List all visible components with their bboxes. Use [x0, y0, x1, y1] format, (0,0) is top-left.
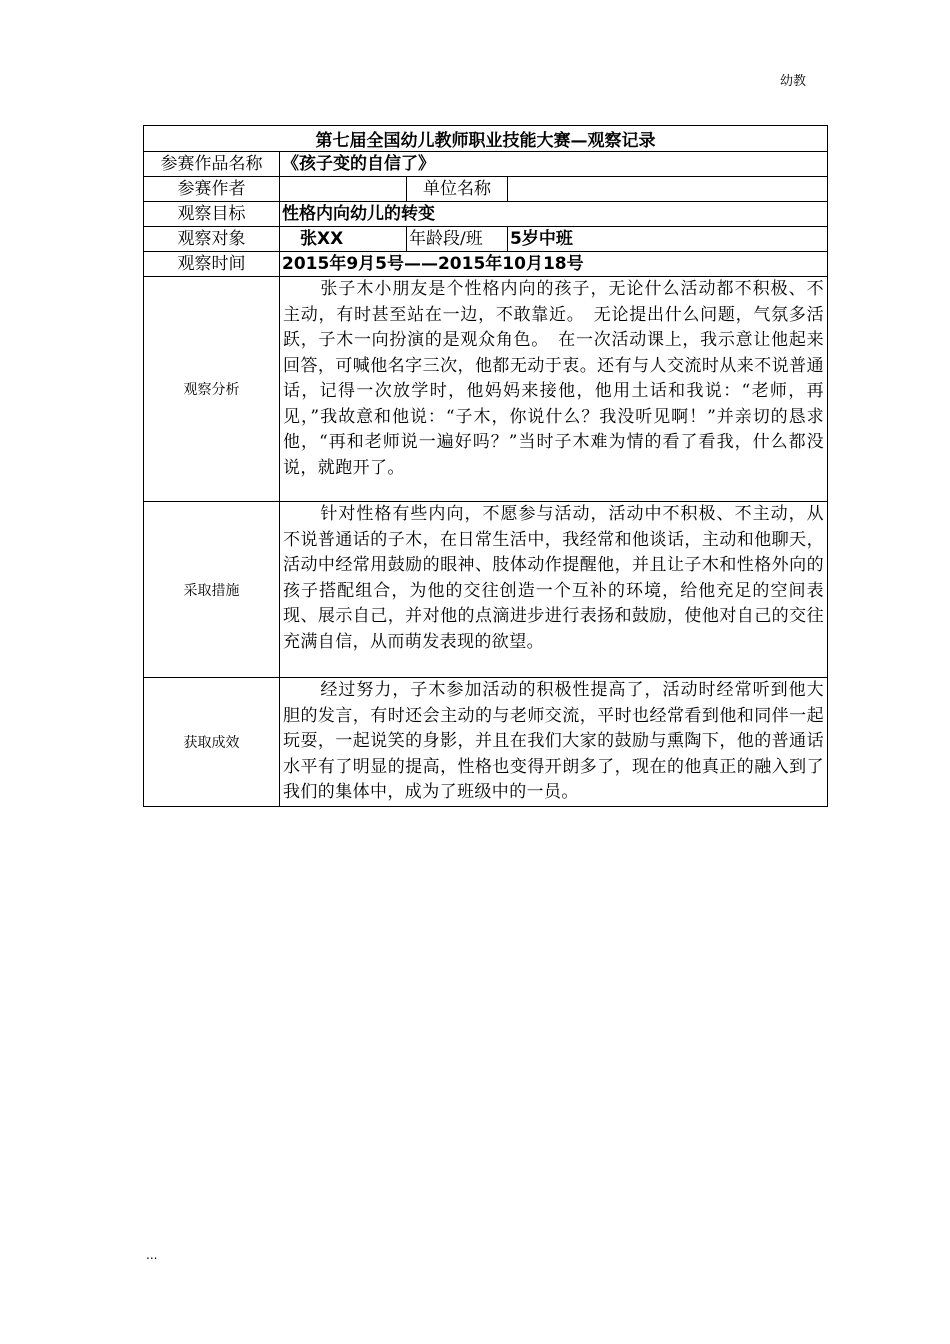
author-value — [280, 177, 407, 202]
page-footer: ... — [146, 1248, 158, 1262]
goal-label: 观察目标 — [144, 202, 280, 227]
results-text: 经过努力，子木参加活动的积极性提高了，活动时经常听到他大胆的发言，有时还会主动的与老师交流，平时也经常看到他和同伴一起玩耍，一起说笑的身影，并且在我们大家的鼓励与熏陶下，他的普通话水平有了明显的提高，性格也变得开朗多了，现在的他真正的融入到了我们的集体中，成为了班级中的一员。 — [280, 678, 828, 807]
author-row — [144, 177, 828, 202]
author-label: 参赛作者 — [144, 177, 280, 202]
unit-value — [508, 177, 828, 202]
goal-value: 性格内向幼儿的转变 — [280, 202, 828, 227]
subject-label: 观察对象 — [144, 227, 280, 252]
goal-row — [144, 202, 828, 227]
analysis-row — [144, 277, 828, 502]
page-header: 幼教 — [780, 74, 807, 89]
age-label: 年龄段/班 — [407, 227, 508, 252]
subject-value: 张XX — [280, 227, 407, 252]
unit-label: 单位名称 — [407, 177, 508, 202]
results-row — [144, 678, 828, 807]
measures-text: 针对性格有些内向，不愿参与活动，活动中不积极、不主动，从不说普通话的子木，在日常生活中，我经常和他谈话，主动和他聊天，活动中经常用鼓励的眼神、肢体动作提醒他，并且让子木和性格外向的孩子搭配组合，为他的交往创造一个互补的环境，给他充足的空间表现、展示自己，并对他的点滴进步进行表扬和鼓励，使他对自己的交往充满自信，从而萌发表现的欲望。 — [280, 502, 828, 678]
entry-name-value: 《孩子变的自信了》 — [280, 152, 828, 177]
entry-name-label: 参赛作品名称 — [144, 152, 280, 177]
entry-name-row — [144, 152, 828, 177]
results-label: 获取成效 — [144, 678, 280, 807]
analysis-label: 观察分析 — [144, 277, 280, 502]
time-label: 观察时间 — [144, 252, 280, 277]
time-value: 2015年9月5号——2015年10月18号 — [280, 252, 828, 277]
table-title: 第七届全国幼儿教师职业技能大赛—观察记录 — [144, 126, 828, 152]
age-value: 5岁中班 — [508, 227, 828, 252]
measures-row — [144, 502, 828, 678]
observation-record-table — [143, 125, 828, 807]
title-row — [144, 126, 828, 152]
measures-label: 采取措施 — [144, 502, 280, 678]
analysis-text: 张子木小朋友是个性格内向的孩子，无论什么活动都不积极、不主动，有时甚至站在一边，不敢靠近。 无论提出什么问题，气氛多活跃，子木一向扮演的是观众角色。 在一次活动课上，我示意让他起来回答，可喊他名字三次，他都无动于衷。还有与人交流时从来不说普通话，记得一次放学时，他妈妈来接他，他用土话和我说：“老师，再见，”我故意和他说：“子木，你说什么？我没听见啊！”并亲切的恳求他，“再和老师说一遍好吗？”当时子木难为情的看了看我，什么都没说，就跑开了。 — [280, 277, 828, 502]
time-row — [144, 252, 828, 277]
subject-row — [144, 227, 828, 252]
